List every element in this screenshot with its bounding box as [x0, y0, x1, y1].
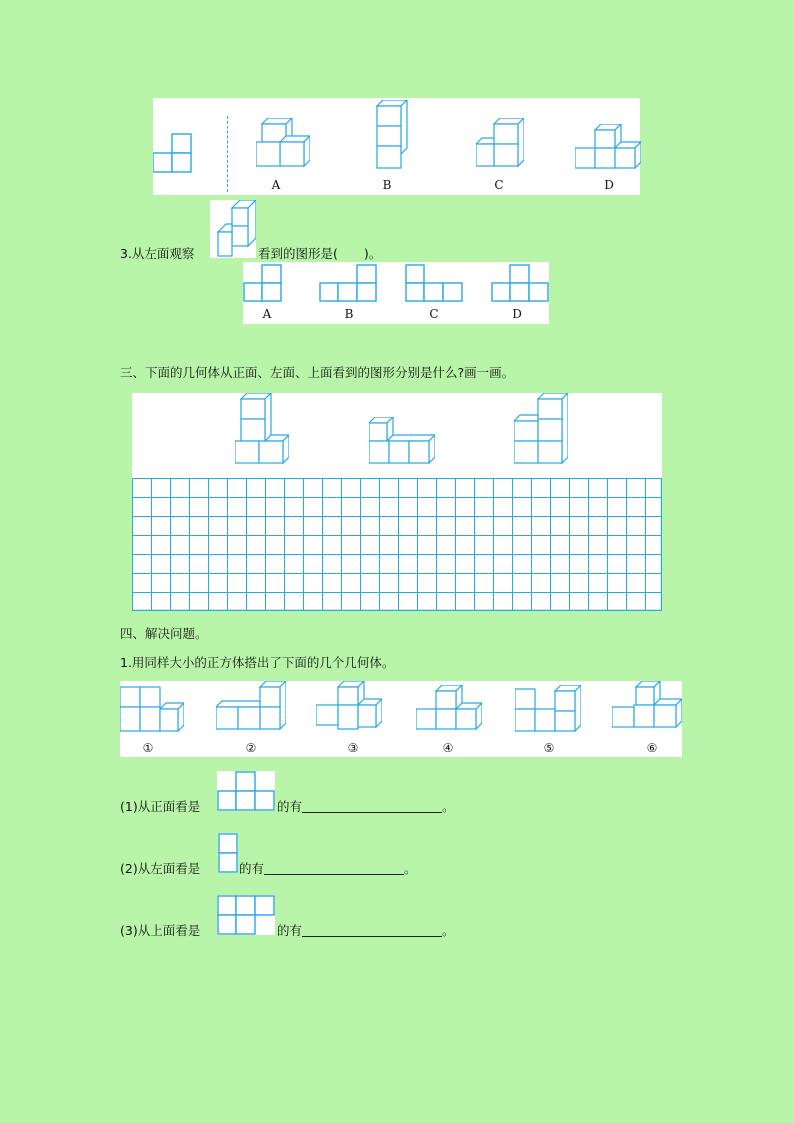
shape-4-label: ④ — [442, 741, 454, 755]
q3-suffix-b: )。 — [363, 246, 382, 261]
shape-5-figure — [515, 685, 581, 733]
q3-option-a-label[interactable]: A — [262, 307, 272, 321]
q3-suffix — [258, 246, 381, 262]
q2-option-c-figure — [476, 118, 524, 170]
q3-option-d-label[interactable]: D — [512, 307, 522, 321]
q2-option-d-label[interactable]: D — [604, 178, 614, 192]
sub1-suffix: 的有 — [277, 799, 303, 814]
sub2-view-figure — [218, 833, 238, 873]
sub3-view-figure-box — [217, 895, 275, 935]
section3-figure-3 — [514, 393, 568, 465]
section3-heading: 三、下面的几何体从正面、左面、上面看到的图形分别是什么?画一画。 — [120, 365, 515, 380]
q3-reference-figure-box — [210, 200, 256, 258]
q2-option-c-label[interactable]: C — [494, 178, 504, 192]
q2-option-a-figure — [256, 118, 310, 170]
section4-q1-text: 1.用同样大小的正方体搭出了下面的几个几何体。 — [120, 655, 395, 670]
sub1-prefix: (1)从正面看是 — [120, 799, 201, 814]
q3-option-a-figure — [243, 264, 283, 302]
sub3-suffix: 的有 — [277, 923, 303, 938]
section3-figure-2 — [369, 417, 435, 465]
sub3-answer-blank[interactable] — [302, 924, 442, 937]
section4-shapes-panel — [120, 681, 682, 757]
q3-option-c-label[interactable]: C — [429, 307, 439, 321]
shape-3-label: ③ — [347, 741, 359, 755]
q2-divider — [227, 116, 228, 192]
q3-prefix: 3.从左面观察 — [120, 246, 195, 261]
sub2-answer-line — [239, 861, 417, 877]
q2-option-b-figure — [375, 100, 409, 170]
shape-2-label: ② — [245, 741, 257, 755]
shape-4-figure — [416, 685, 482, 731]
q3-suffix-a: 看到的图形是( — [258, 246, 338, 261]
q3-option-d-figure — [491, 264, 549, 302]
sub2-suffix: 的有 — [239, 861, 265, 876]
q3-option-b-label[interactable]: B — [344, 307, 354, 321]
sub3-period: 。 — [442, 923, 455, 938]
shape-5-label: ⑤ — [543, 741, 555, 755]
shape-1-label: ① — [142, 741, 154, 755]
sub3-view-figure — [217, 895, 275, 935]
sub1-view-figure-box — [217, 771, 275, 811]
sub2-answer-blank[interactable] — [264, 862, 404, 875]
q3-options-panel — [243, 262, 549, 324]
sub3-answer-line — [277, 923, 455, 939]
q2-option-a-label[interactable]: A — [271, 178, 281, 192]
q3-option-b-figure — [319, 264, 377, 302]
section3-panel — [132, 393, 662, 611]
sub2-view-figure-box — [218, 833, 238, 873]
q3-reference-figure — [210, 200, 256, 258]
section3-figure-1 — [235, 393, 289, 465]
q2-option-d-figure — [575, 124, 641, 170]
sub3-prefix: (3)从上面看是 — [120, 923, 201, 938]
drawing-grid[interactable] — [132, 478, 662, 611]
shape-2-figure — [216, 681, 286, 731]
shape-6-label: ⑥ — [646, 741, 658, 755]
sub2-prefix: (2)从左面看是 — [120, 861, 201, 876]
sub1-view-figure — [217, 771, 275, 811]
shape-1-figure — [120, 685, 184, 733]
q2-reference-view — [153, 133, 193, 173]
q3-option-c-figure — [405, 264, 463, 302]
q2-option-b-label[interactable]: B — [382, 178, 392, 192]
sub1-period: 。 — [442, 799, 455, 814]
sub1-answer-blank[interactable] — [302, 800, 442, 813]
sub2-period: 。 — [404, 861, 417, 876]
section4-heading: 四、解决问题。 — [120, 626, 208, 641]
shape-6-figure — [612, 681, 682, 731]
sub1-answer-line — [277, 799, 455, 815]
question2-panel — [153, 98, 640, 195]
shape-3-figure — [316, 681, 382, 731]
